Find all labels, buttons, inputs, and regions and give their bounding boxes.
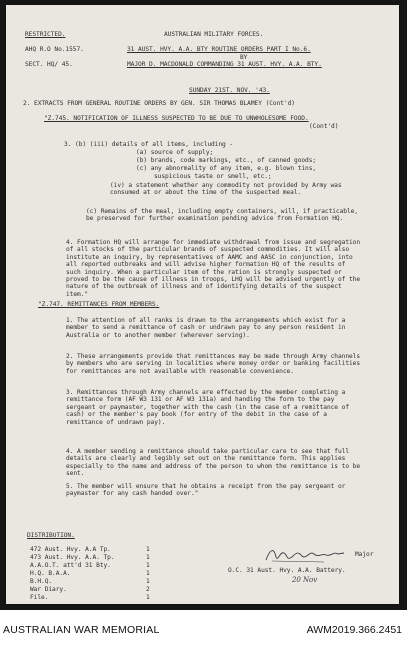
item3-c-remains: (c) Remains of the meal, including empty containers, will, if practicable, be preserved for further examination pending advice from Formation HQ.	[86, 208, 358, 223]
distribution-row: File.	[30, 594, 49, 601]
remittance-item2: 2. These arrangements provide that remittances may be made through Army channels by members who are serving in localities where money order or banking facilities for remittances are not available with reasonable convenience.	[66, 353, 361, 375]
distribution-count: 1	[146, 546, 150, 553]
distribution-heading: DISTRIBUTION.	[27, 532, 75, 539]
remittance-item5: 5. The member will ensure that he obtains a receipt from the pay sergeant or paymaster for any cash handed over."	[66, 483, 346, 498]
ahq-reference: AHQ R.O No.1557.	[25, 46, 84, 53]
section-reference: SECT. HQ/ 45.	[25, 61, 73, 68]
remittance-item4: 4. A member sending a remittance should take particular care to see that full details are clearly and legibly set out on the remittance form. This applies especially to the name and address of the person to whom the remittance is to be sent.	[66, 448, 361, 478]
item4-paragraph: 4. Formation HQ will arrange for immediate withdrawal from issue and segregation of all stocks of the particular brands of suspected commodities. It will also institute an inquiry, by representatives of AAMC and AASC in conjunction, into all reported outbreaks and will advise higher formation HQ of the results of such inquiry. When a particular item of the ration is strongly suspected or proved to be the cause of illness in troops, LHQ will be advised urgently of the nature of the outbreak of illness and of identifying details of the suspect item."	[66, 239, 361, 298]
distribution-count: 1	[146, 578, 150, 585]
item3-iv: (iv) a statement whether any commodity not provided by Army was consumed at or about the time of the suspected meal.	[110, 182, 342, 197]
order-z745-heading: "Z.745. NOTIFICATION OF ILLNESS SUSPECTED TO BE DUE TO UNWHOLESOME FOOD.	[44, 115, 309, 122]
continued-label: (Cont'd)	[309, 123, 339, 130]
remittance-item3: 3. Remittances through Army channels are effected by the member completing a remittance form (AF W3 131 or AF W3 131a) and handing the form to the pay sergeant or paymaster, together with the cash (in the case of a remittance of cash) or the member's pay book (for entry of the debit in the case of a remittance of undrawn pay).	[66, 389, 349, 426]
signatory-unit: O.C. 31 Aust. Hvy. A.A. Battery.	[228, 567, 346, 574]
handwritten-date: 20 Nov	[292, 576, 318, 584]
archive-footer	[0, 610, 407, 653]
remittance-item1: 1. The attention of all ranks is drawn to the arrangements which exist for a member to send a remittance of cash or undrawn pay to any person resident in Australia or to another member (wherever serving).	[66, 317, 346, 339]
document-page	[6, 5, 399, 604]
distribution-count: 2	[146, 586, 150, 593]
orders-title: 31 AUST. HVY. A.A. BTY ROUTINE ORDERS PART I No.6.	[127, 46, 311, 53]
force-title: AUSTRALIAN MILITARY FORCES.	[164, 31, 264, 38]
distribution-row: A.A.O.T. att'd 31 Bty.	[30, 562, 111, 569]
distribution-row: B.H.Q.	[30, 578, 53, 585]
restricted-label: RESTRICTED.	[25, 31, 66, 38]
by-label: BY	[240, 54, 248, 61]
item3-c-continued: suspicious taste or smell, etc.;	[154, 173, 272, 180]
signatory-rank: Major	[355, 551, 374, 558]
distribution-row: War Diary.	[30, 586, 67, 593]
date-line: SUNDAY 21ST. NOV. '43.	[189, 87, 270, 94]
item3-line: 3. (b) (iii) details of all items, including -	[64, 141, 234, 148]
order-z747-heading: "Z.747. REMITTANCES FROM MEMBERS.	[38, 301, 160, 308]
distribution-row: H.Q. B.A.A.	[30, 570, 71, 577]
commander-line: MAJOR D. MACDONALD COMMANDING 31 AUST. HVY. A.A. BTY.	[127, 61, 322, 68]
item3-a: (a) source of supply;	[136, 149, 214, 156]
distribution-count: 1	[146, 570, 150, 577]
distribution-row: 473 Aust. Hvy. A.A. Tp.	[30, 554, 115, 561]
distribution-count: 1	[146, 554, 150, 561]
section-heading: 2. EXTRACTS FROM GENERAL ROUTINE ORDERS BY GEN. SIR THOMAS BLAMEY (Cont'd)	[23, 100, 295, 107]
item3-b: (b) brands, code markings, etc., of canned goods;	[136, 157, 317, 164]
handwritten-signature	[264, 545, 354, 565]
item3-c: (c) any abnormality of any item, e.g. blown tins,	[136, 165, 317, 172]
distribution-row: 472 Aust. Hvy. A.A Tp.	[30, 546, 111, 553]
archive-reference: AWM2019.366.2451	[306, 624, 402, 636]
archive-name: AUSTRALIAN WAR MEMORIAL	[3, 624, 160, 636]
distribution-count: 1	[146, 594, 150, 601]
distribution-count: 1	[146, 562, 150, 569]
